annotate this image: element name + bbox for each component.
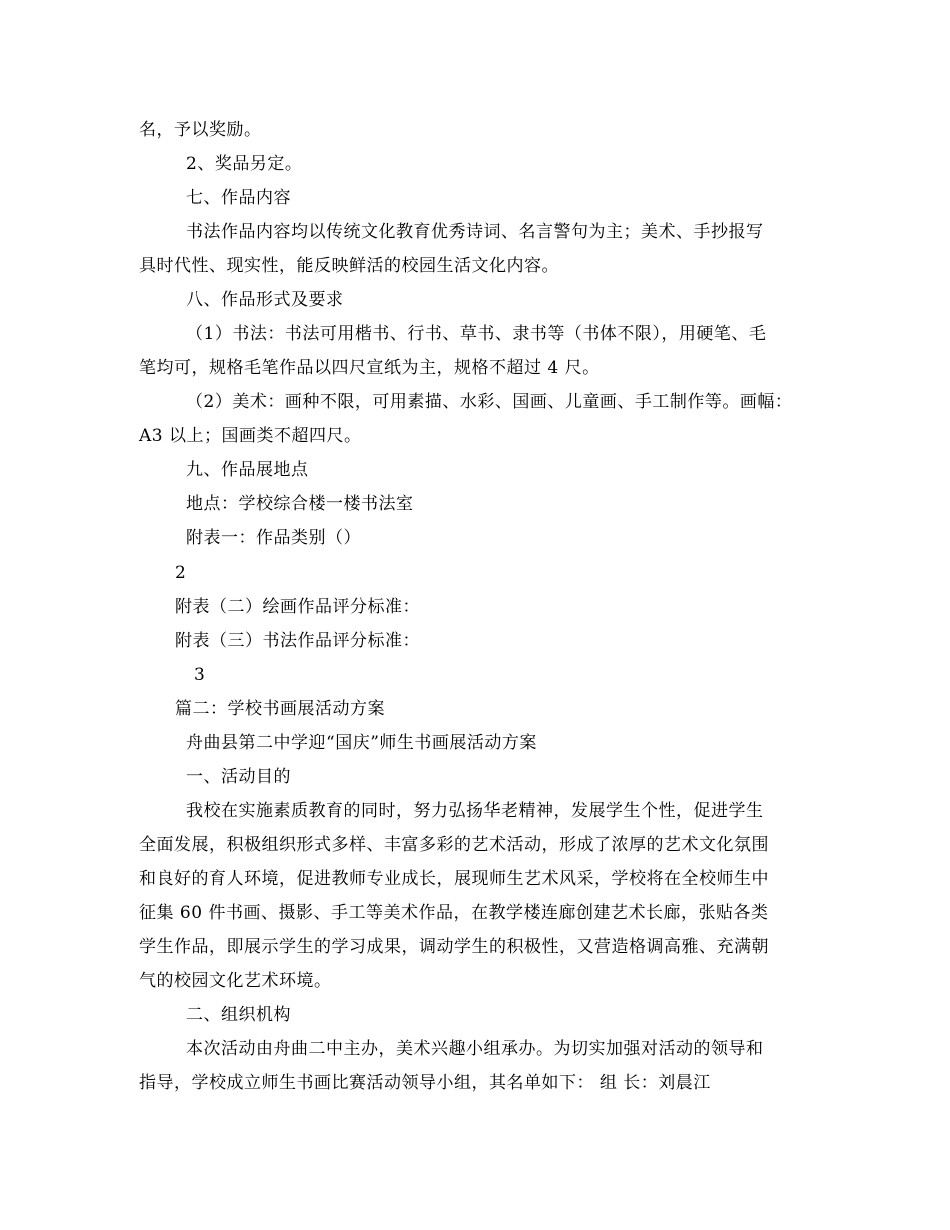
text-line: A3 以上；国画类不超四尺。 bbox=[139, 426, 362, 446]
text-line: 全面发展，积极组织形式多样、丰富多彩的艺术活动，形成了浓厚的艺术文化氛围 bbox=[139, 835, 769, 855]
section-heading: 二、组织机构 bbox=[186, 1005, 291, 1025]
text-line: 2、奖品另定。 bbox=[186, 154, 303, 174]
text-line: 名，予以奖励。 bbox=[139, 120, 262, 140]
text-line: 笔均可，规格毛笔作品以四尺宣纸为主，规格不超过 4 尺。 bbox=[139, 358, 600, 378]
text-line: 书法作品内容均以传统文化教育优秀诗词、名言警句为主；美术、手抄报写 bbox=[186, 222, 764, 242]
text-line: 地点：学校综合楼一楼书法室 bbox=[186, 494, 414, 514]
text-line: 附表一：作品类别（） bbox=[186, 528, 361, 548]
chapter-title: 篇二：学校书画展活动方案 bbox=[175, 699, 385, 719]
section-heading: 一、活动目的 bbox=[186, 767, 291, 787]
text-line: 指导，学校成立师生书画比赛活动领导小组，其名单如下： 组 长：刘晨江 bbox=[139, 1073, 711, 1093]
text-line: 和良好的育人环境，促进教师专业成长，展现师生艺术风采，学校将在全校师生中 bbox=[139, 869, 769, 889]
text-line: 本次活动由舟曲二中主办，美术兴趣小组承办。为切实加强对活动的领导和 bbox=[186, 1039, 764, 1059]
text-line: 附表（三）书法作品评分标准： bbox=[175, 631, 420, 651]
section-heading: 九、作品展地点 bbox=[186, 460, 309, 480]
page-number: 2 bbox=[175, 563, 187, 583]
document-title: 舟曲县第二中学迎“国庆”师生书画展活动方案 bbox=[186, 733, 537, 753]
text-line: 气的校园文化艺术环境。 bbox=[139, 971, 332, 991]
section-heading: 七、作品内容 bbox=[186, 188, 291, 208]
text-line: （1）书法：书法可用楷书、行书、草书、隶书等（书体不限），用硬笔、毛 bbox=[186, 324, 767, 344]
text-line: （2）美术：画种不限，可用素描、水彩、国画、儿童画、手工制作等。画幅： bbox=[186, 392, 793, 412]
text-line: 我校在实施素质教育的同时，努力弘扬华老精神，发展学生个性，促进学生 bbox=[186, 801, 764, 821]
text-line: 学生作品，即展示学生的学习成果，调动学生的积极性，又营造格调高雅、充满朝 bbox=[139, 937, 769, 957]
page-number: 3 bbox=[194, 665, 206, 685]
text-line: 具时代性、现实性，能反映鲜活的校园生活文化内容。 bbox=[139, 256, 559, 276]
section-heading: 八、作品形式及要求 bbox=[186, 290, 344, 310]
text-line: 附表（二）绘画作品评分标准： bbox=[175, 597, 420, 617]
text-line: 征集 60 件书画、摄影、手工等美术作品，在教学楼连廊创建艺术长廊，张贴各类 bbox=[139, 903, 769, 923]
